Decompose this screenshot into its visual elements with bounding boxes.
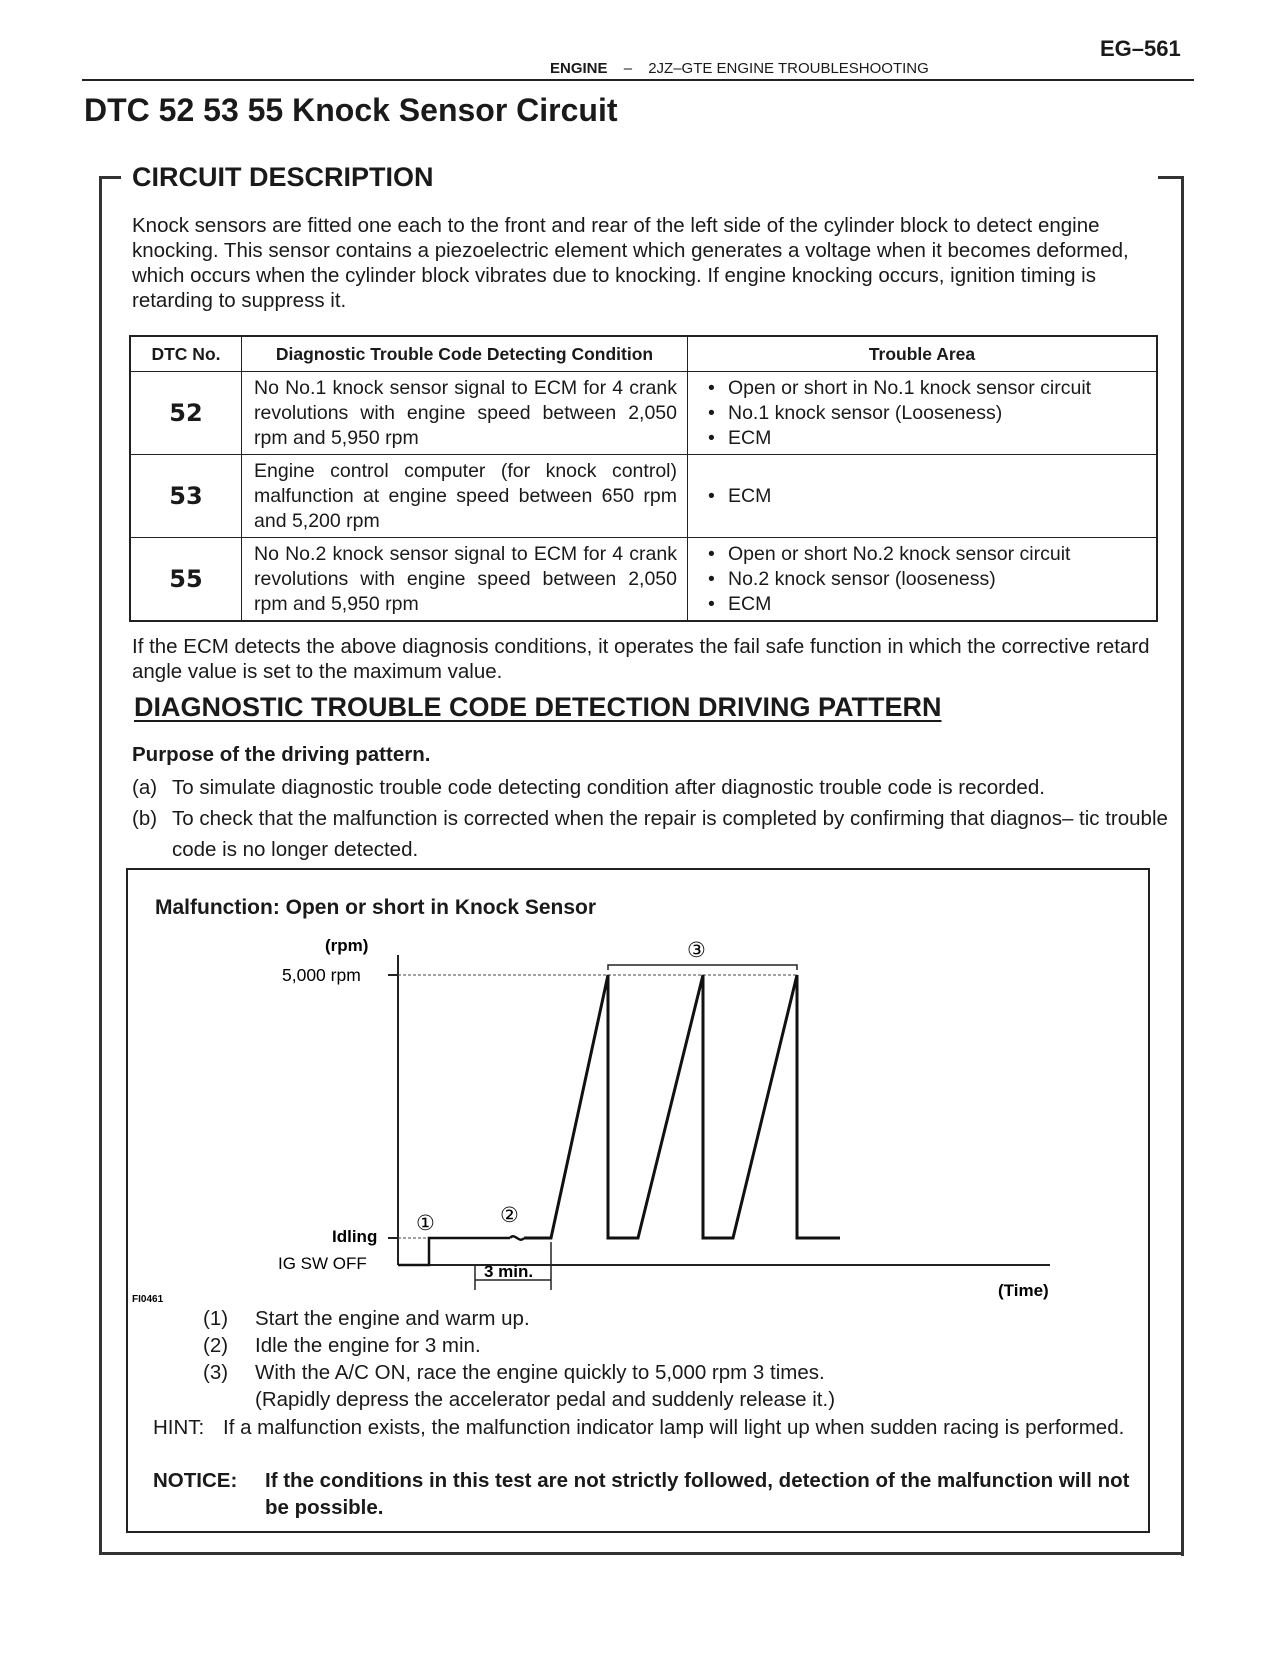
dtc-code: 53 — [130, 455, 242, 538]
trouble-area-list — [694, 542, 1150, 617]
trouble-area-item: • ECM — [704, 426, 1150, 451]
step-text: Idle the engine for 3 min. — [255, 1334, 481, 1357]
figure-code: FI0461 — [132, 1294, 164, 1305]
marker-2: ② — [500, 1204, 519, 1227]
x-axis-time-label: (Time) — [998, 1281, 1049, 1300]
frame-top-right-corner — [1158, 176, 1184, 179]
purpose-letter: (a) — [132, 776, 158, 799]
trouble-area-item: • Open or short in No.1 knock sensor circuit — [704, 376, 1150, 401]
purpose-letter: (b) — [132, 807, 158, 830]
procedure-step — [203, 1359, 835, 1386]
idle-trace — [398, 1238, 510, 1265]
purpose-text: To simulate diagnostic trouble code detecting condition after diagnostic trouble code is recorded. — [172, 776, 1045, 799]
hint-block — [153, 1414, 1143, 1441]
trouble-area-item: • ECM — [704, 592, 1150, 617]
table-row — [130, 455, 1157, 538]
circuit-description-paragraph: Knock sensors are fitted one each to the front and rear of the left side of the cylinder block to detect engine knocking. This sensor contains a piezoelectric element which generates a voltage when it becomes deformed, which occurs when the cylinder block vibrates due to knocking. If engine knocking occurs, ignition timing is retarding to suppress it. — [132, 214, 1129, 312]
notice-text: If the conditions in this test are not strictly followed, detection of the malfunction will not be possible. — [265, 1469, 1130, 1519]
trouble-area-item: • No.2 knock sensor (looseness) — [704, 567, 1150, 592]
duration-label: 3 min. — [484, 1262, 534, 1281]
page-title: DTC 52 53 55 Knock Sensor Circuit — [84, 92, 618, 128]
step-text: (Rapidly depress the accelerator pedal and suddenly release it.) — [255, 1388, 836, 1411]
table-row — [130, 372, 1157, 455]
y-axis-idling-label: Idling — [332, 1227, 378, 1246]
trouble-area-item: • Open or short No.2 knock sensor circuit — [704, 542, 1150, 567]
running-header — [550, 60, 929, 77]
purpose-item — [132, 803, 1172, 865]
trouble-area-item: • No.1 knock sensor (Looseness) — [704, 401, 1150, 426]
trouble-area-list — [694, 376, 1150, 451]
detecting-condition: No No.1 knock sensor signal to ECM for 4 crank revolutions with engine speed between 2,050 rpm and 5,950 rpm — [242, 372, 688, 455]
frame-top-left-corner — [99, 176, 121, 179]
purpose-heading: Purpose of the driving pattern. — [132, 743, 431, 766]
failsafe-paragraph: If the ECM detects the above diagnosis conditions, it operates the fail safe function in which the corrective retard angle value is set to the maximum value. — [132, 635, 1150, 683]
dtc-code: 55 — [130, 538, 242, 622]
purpose-item — [132, 772, 1172, 803]
trouble-area-item: • ECM — [704, 484, 1150, 509]
racing-bracket — [608, 965, 797, 970]
notice-label: NOTICE: — [153, 1469, 238, 1492]
header-rule — [82, 79, 1194, 81]
detecting-condition: Engine control computer (for knock control) malfunction at engine speed between 650 rpm and 5,200 rpm — [242, 455, 688, 538]
driving-pattern-heading: DIAGNOSTIC TROUBLE CODE DETECTION DRIVING PATTERN — [134, 692, 942, 722]
header-detecting-condition: Diagnostic Trouble Code Detecting Condition — [242, 336, 688, 372]
notice-block — [153, 1467, 1143, 1521]
step-number: (2) — [203, 1334, 229, 1357]
dtc-code: 52 — [130, 372, 242, 455]
header-trouble-area: Trouble Area — [688, 336, 1158, 372]
hint-label: HINT: — [153, 1416, 205, 1439]
step-text: With the A/C ON, race the engine quickly to 5,000 rpm 3 times. — [255, 1361, 825, 1384]
frame-bottom-border — [99, 1552, 1184, 1555]
y-axis-5000-label: 5,000 rpm — [282, 965, 361, 985]
detecting-condition: No No.2 knock sensor signal to ECM for 4 crank revolutions with engine speed between 2,050 rpm and 5,950 rpm — [242, 538, 688, 622]
purpose-text: To check that the malfunction is corrected when the repair is completed by confirming that diagnos– tic trouble code is no longer detected. — [172, 807, 1168, 861]
header-dtc-no: DTC No. — [130, 336, 242, 372]
step-number: (3) — [203, 1361, 229, 1384]
procedure-steps — [203, 1305, 835, 1413]
table-row — [130, 538, 1157, 622]
circuit-description-heading: CIRCUIT DESCRIPTION — [132, 162, 434, 192]
rpm-time-graph — [120, 930, 1080, 1310]
y-axis-unit: (rpm) — [325, 936, 369, 955]
trouble-area-list — [694, 484, 1150, 509]
step-text: Start the engine and warm up. — [255, 1307, 530, 1330]
purpose-list — [132, 772, 1172, 865]
procedure-step — [203, 1305, 835, 1332]
racing-trace — [524, 975, 840, 1238]
frame-right-border — [1181, 176, 1184, 1556]
header-separator: – — [623, 60, 633, 77]
header-section: ENGINE — [550, 60, 608, 77]
procedure-step — [203, 1332, 835, 1359]
header-subsection: 2JZ–GTE ENGINE TROUBLESHOOTING — [648, 60, 929, 77]
step-number: (1) — [203, 1307, 229, 1330]
hint-text: If a malfunction exists, the malfunction indicator lamp will light up when sudden racing is performed. — [223, 1416, 1125, 1439]
page-number: EG–561 — [1100, 36, 1181, 61]
malfunction-title: Malfunction: Open or short in Knock Sensor — [155, 896, 597, 919]
dtc-table — [129, 335, 1158, 622]
dtc-table-header-row — [130, 336, 1157, 372]
trouble-area-cell — [688, 538, 1158, 622]
marker-1: ① — [416, 1212, 435, 1235]
trouble-area-cell — [688, 455, 1158, 538]
procedure-step-note — [203, 1386, 835, 1413]
marker-3: ③ — [687, 939, 706, 962]
trouble-area-cell — [688, 372, 1158, 455]
frame-left-border — [99, 176, 102, 1553]
idle-break-symbol — [510, 1236, 524, 1239]
y-axis-ig-sw-off-label: IG SW OFF — [278, 1254, 367, 1273]
circuit-description-text — [132, 213, 1157, 313]
